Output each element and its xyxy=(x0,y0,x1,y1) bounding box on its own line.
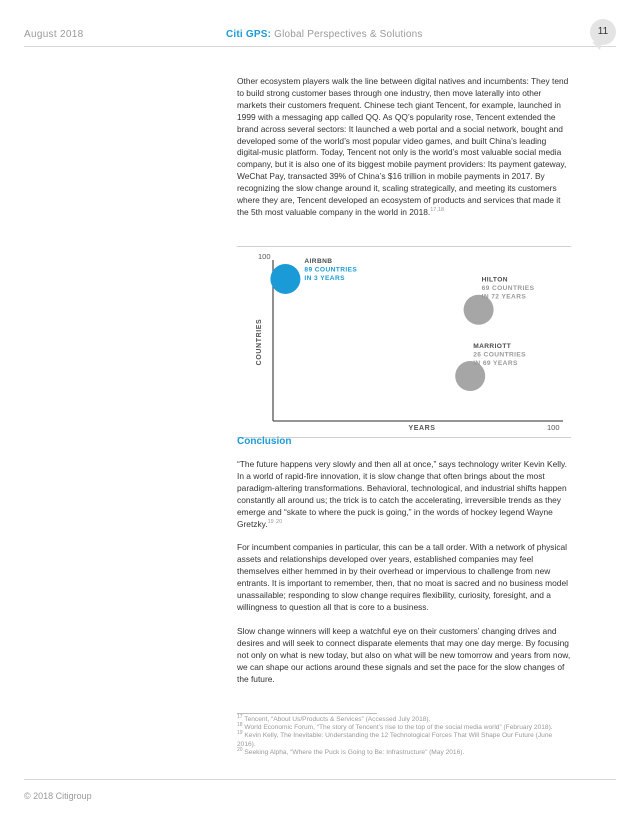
intro-footnote-ref: 17,18 xyxy=(430,207,444,214)
point-label-marriott-line2: IN 69 YEARS xyxy=(473,359,518,367)
footnote-text: Seeking Alpha, “Where the Puck is Going to Be: Infrastructure” (May 2016). xyxy=(242,748,465,756)
y-axis-max-label: 100 xyxy=(258,252,271,261)
conclusion-p1-text: “The future happens very slowly and then all at once,” says technology writer Kevin Kelly. In a world of rapid-fire innovation, it is slow change that often brings about the most paradigm-altering transformations. Behavioral, technological, and industrial shifts happen constantly all around us; the trick is to catch the accelerating, irreversible trends as they emerge and “skate to where the puck is going,” in the words of hockey legend Wayne Gretzky. xyxy=(237,459,567,529)
point-label-marriott-line1: 26 COUNTRIES xyxy=(473,351,527,359)
footnote-number: 20 xyxy=(237,746,243,753)
conclusion-heading: Conclusion xyxy=(237,436,292,447)
footnote-text: World Economic Forum, “The story of Tencent’s rise to the top of the social media world” (February 2018). xyxy=(242,724,553,732)
point-label-airbnb-name: AIRBNB xyxy=(304,257,333,265)
intro-text: Other ecosystem players walk the line between digital natives and incumbents: They tend to build strong customer bases through one industry, then move laterally into other markets their customers frequent. Chinese tech giant Tencent, for example, launched in 1999 with a messaging app called QQ. As QQ’s popularity rose, Tencent extended the brand across several sectors: It launched a web portal and a social network, bought and developed some of the world’s most popular video games, and built China’s leading digital-music platform. Today, Tencent not only is the world’s most valuable social media company, but it is also one of its biggest mobile payment providers: Its payment gateway, WeChat Pay, transacted 39% of China’s $16 trillion in mobile payments in 2017. By recognizing the slow change around it, scaling strategically, and meeting its customers where they are, Tencent developed an ecosystem of products and services that made it the 5th most valuable company in the world in 2018. xyxy=(237,76,569,217)
header-brand: Citi GPS: xyxy=(226,29,272,40)
point-label-marriott-name: MARRIOTT xyxy=(473,342,512,350)
footnote-text: Kevin Kelly, The Inevitable: Understanding the 12 Technological Forces That Will Shape Our Future (June 2016). xyxy=(237,732,553,748)
page-badge-tail xyxy=(592,42,602,50)
footnote-ref-19: 19 xyxy=(267,518,274,525)
y-axis-title: COUNTRIES xyxy=(256,318,263,366)
footnote-number: 19 xyxy=(237,730,243,737)
header-brand-line xyxy=(226,29,423,40)
page-number-badge: 11 xyxy=(590,19,616,45)
footnote-ref-20: 20 xyxy=(276,518,283,525)
scatter-plot-svg xyxy=(237,246,571,436)
footnote-divider xyxy=(237,713,377,714)
footnote-number: 18 xyxy=(237,722,243,729)
page-header xyxy=(0,0,640,48)
footnote-item xyxy=(237,746,571,757)
point-label-hilton-name: HILTON xyxy=(481,276,508,284)
point-label-airbnb-line1: 89 COUNTRIES xyxy=(304,266,358,274)
footnote-item xyxy=(237,732,571,748)
conclusion-paragraph-1 xyxy=(237,459,571,530)
intro-section xyxy=(237,76,571,219)
point-label-hilton-line1: 69 COUNTRIES xyxy=(481,285,535,293)
point-label-hilton-line2: IN 72 YEARS xyxy=(481,293,527,301)
point-label-airbnb-line2: IN 3 YEARS xyxy=(304,274,345,282)
header-subtitle: Global Perspectives & Solutions xyxy=(271,29,423,40)
header-divider xyxy=(24,46,616,47)
header-date: August 2018 xyxy=(24,29,84,40)
x-axis-title: YEARS xyxy=(408,425,436,432)
growth-scatter-chart xyxy=(237,246,571,436)
footnote-number: 17 xyxy=(237,713,243,720)
x-axis-max-label: 100 xyxy=(547,423,560,432)
footer-divider xyxy=(24,779,616,780)
point-airbnb xyxy=(270,264,300,294)
conclusion-section xyxy=(237,459,571,685)
footer-copyright: © 2018 Citigroup xyxy=(24,791,92,801)
conclusion-paragraph-2: For incumbent companies in particular, this can be a tall order. With a network of physical assets and relationships developed over years, established companies may feel themselves either hemmed in by their overhead or impervious to challenge from new entrants. It is important to remember, then, that no moat is sacred and no business model unassailable; responding to slow change requires flexibility, curiosity, foresight, and a willingness to question all that is core to a business. xyxy=(237,542,568,612)
points-layer xyxy=(270,258,534,391)
conclusion-paragraph-3: Slow change winners will keep a watchful eye on their customers’ changing drives and desires and will seek to connect disparate elements that may one day merge. By focusing not only on what is new today, but also on what will be new tomorrow and years from now, we can shape our actions around these signals and set the pace for the slow changes of the future. xyxy=(237,625,571,684)
footnote-item xyxy=(237,713,571,724)
footnote-text: Tencent, “About Us/Products & Services” (Accessed July 2018). xyxy=(242,716,431,723)
footnotes-block xyxy=(237,713,571,757)
intro-paragraph xyxy=(237,76,571,219)
